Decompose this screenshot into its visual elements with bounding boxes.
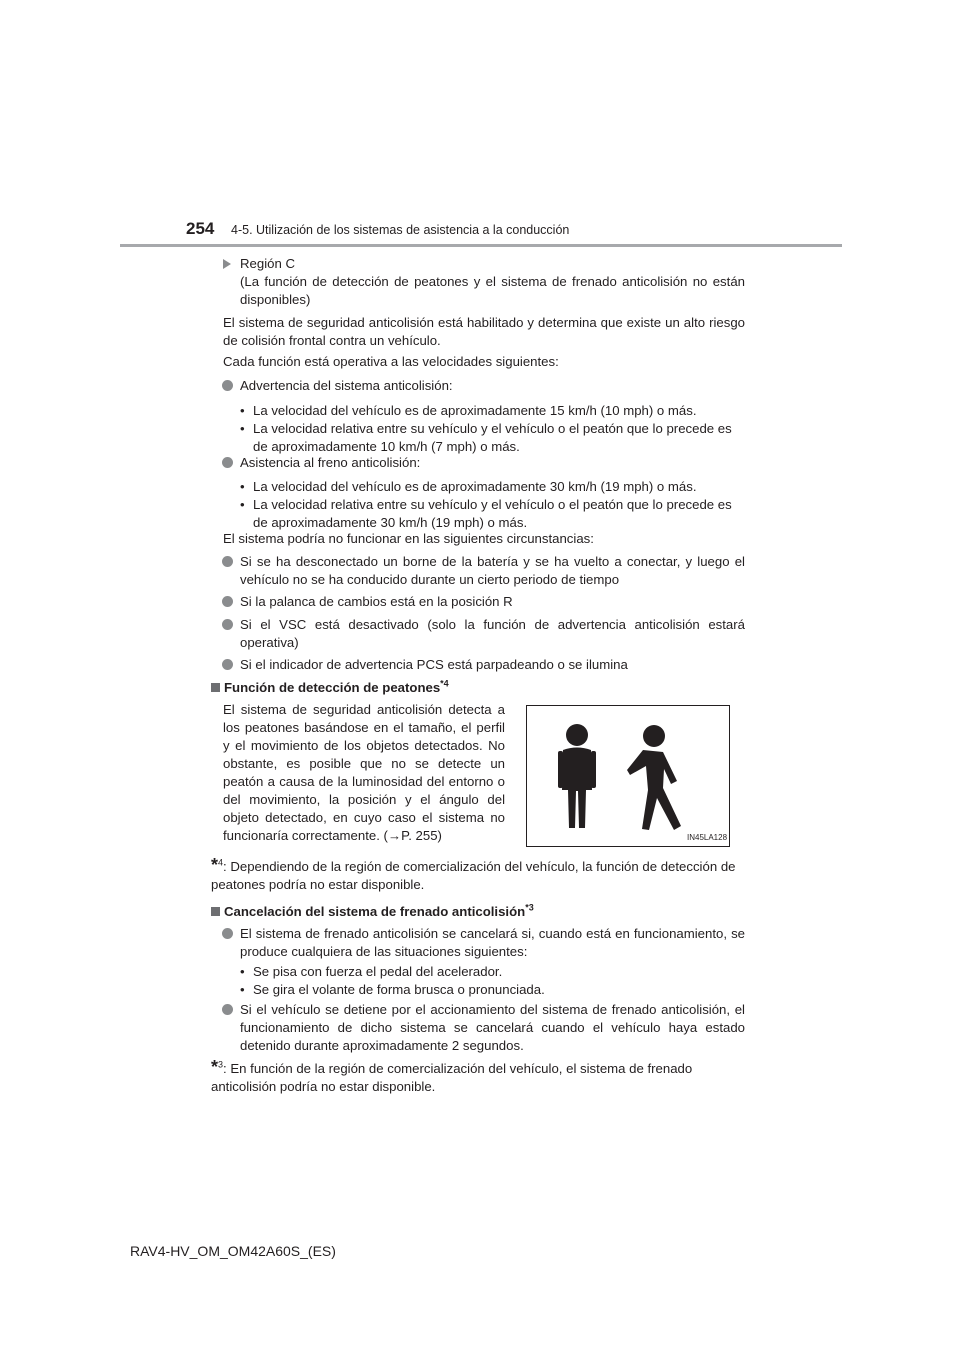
circle-bullet-icon bbox=[222, 596, 233, 607]
square-bullet-icon bbox=[211, 683, 220, 692]
pedestrian-figure bbox=[526, 705, 730, 847]
region-c-item bbox=[223, 255, 745, 309]
figure-code: IN45LA128 bbox=[687, 833, 728, 842]
condition-item: Si se ha desconectado un borne de la batería y se ha vuelto a conectar, y luego el vehículo no se ha conducido durante un cierto periodo de tiempo bbox=[223, 553, 745, 589]
may-not-work-intro: El sistema podría no funcionar en las siguientes circunstancias: bbox=[223, 531, 594, 546]
region-c-note: (La función de detección de peatones y el sistema de frenado anticolisión no están disponibles) bbox=[240, 274, 745, 307]
brake-assist-item bbox=[223, 454, 745, 472]
section-title: 4-5. Utilización de los sistemas de asistencia a la conducción bbox=[231, 223, 570, 237]
condition-item: Si el indicador de advertencia PCS está parpadeando o se ilumina bbox=[223, 656, 745, 674]
brake-assist-list bbox=[240, 478, 745, 532]
warning-item bbox=[223, 377, 745, 395]
list-item: • Se pisa con fuerza el pedal del acelerador. bbox=[240, 964, 503, 979]
warning-list bbox=[240, 402, 745, 456]
document-code: RAV4-HV_OM_OM42A60S_(ES) bbox=[130, 1243, 336, 1259]
list-item: • La velocidad relativa entre su vehículo y el vehículo o el peatón que lo precede es de aproximadamente 30 km/h (19 mph) o más. bbox=[240, 497, 732, 530]
triangle-bullet-icon bbox=[223, 259, 231, 269]
footnote-ref: *3 bbox=[525, 902, 534, 913]
pedestrian-illustration bbox=[527, 706, 729, 846]
footnote-ref: *4 bbox=[440, 678, 449, 689]
circle-bullet-icon bbox=[222, 556, 233, 567]
cancel-item-1: El sistema de frenado anticolisión se cancelará si, cuando está en funcionamiento, se produce cualquiera de las situaciones siguientes: bbox=[223, 925, 745, 961]
condition-item: Si el VSC está desactivado (solo la función de advertencia anticolisión estará operativa) bbox=[223, 616, 745, 652]
condition-item: Si la palanca de cambios está en la posición R bbox=[223, 593, 745, 611]
circle-bullet-icon bbox=[222, 1004, 233, 1015]
brake-assist-title: Asistencia al freno anticolisión: bbox=[240, 455, 421, 470]
pedestrian-heading: Función de detección de peatones$^{*4}$ bbox=[211, 679, 745, 697]
circle-bullet-icon bbox=[222, 619, 233, 630]
list-item: • La velocidad relativa entre su vehículo y el vehículo o el peatón que lo precede es de aproximadamente 10 km/h (7 mph) o más. bbox=[240, 421, 732, 454]
cancel-heading: Cancelación del sistema de frenado anticolisión$^{*3}$ bbox=[211, 903, 745, 921]
cancel-sublist bbox=[240, 963, 745, 999]
standing-person-icon bbox=[558, 724, 596, 828]
header-rule bbox=[120, 244, 842, 247]
list-item: • La velocidad del vehículo es de aproximadamente 15 km/h (10 mph) o más. bbox=[240, 403, 697, 418]
circle-bullet-icon bbox=[222, 380, 233, 391]
walking-person-icon bbox=[627, 725, 681, 830]
circle-bullet-icon bbox=[222, 659, 233, 670]
list-item: • Se gira el volante de forma brusca o pronunciada. bbox=[240, 982, 545, 997]
footnote-4: *$^4$: Dependiendo de la región de comercialización del vehículo, la función de detección de peatones podría no estar disponible. bbox=[211, 855, 736, 892]
warning-title: Advertencia del sistema anticolisión: bbox=[240, 378, 453, 393]
page-number: 254 bbox=[186, 219, 215, 238]
cancel-item-2: Si el vehículo se detiene por el accionamiento del sistema de frenado anticolisión, el funcionamiento de dicho sistema se cancelará cuando el vehículo haya estado detenido durante aproximadamente 2 segundos. bbox=[223, 1001, 745, 1055]
intro-paragraph: El sistema de seguridad anticolisión está habilitado y determina que existe un alto riesgo de colisión frontal contra un vehículo. bbox=[223, 315, 745, 348]
square-bullet-icon bbox=[211, 907, 220, 916]
list-item: • La velocidad del vehículo es de aproximadamente 30 km/h (19 mph) o más. bbox=[240, 479, 697, 494]
circle-bullet-icon bbox=[222, 457, 233, 468]
speeds-intro: Cada función está operativa a las velocidades siguientes: bbox=[223, 354, 559, 369]
region-c-title: Región C bbox=[240, 256, 295, 271]
circle-bullet-icon bbox=[222, 928, 233, 939]
pedestrian-body: El sistema de seguridad anticolisión detecta a los peatones basándose en el tamaño, el perfil y el movimiento de los objetos detectados. No obstante, es posible que no se detecte un peatón a causa de la luminosidad del entorno o del movimiento, la posición y el ángulo del objeto detectado, en cuyo caso el sistema no funcionaría correctamente. (→P. 255) bbox=[223, 702, 505, 843]
footnote-3: *$^3$: En función de la región de comercialización del vehículo, el sistema de frenado anticolisión podría no estar disponible. bbox=[211, 1057, 693, 1094]
